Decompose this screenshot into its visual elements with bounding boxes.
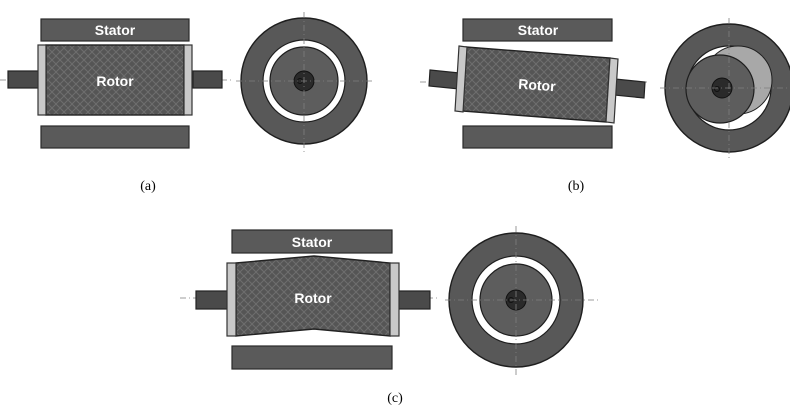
stator-bottom [232,346,392,369]
rotor-label: Rotor [517,75,557,95]
rotor-label: Rotor [294,290,332,306]
shaft-right [614,79,645,98]
stator-label: Stator [291,234,333,250]
panel-c-end-view [445,226,600,378]
rotor-endcap-right [390,263,399,336]
shaft-right [193,71,222,88]
shaft-right [398,291,430,309]
caption-c: (c) [387,391,403,406]
stator-label: Stator [517,22,559,38]
stator-label: Stator [94,22,136,38]
panel-a-end-view [236,12,374,152]
stator-bottom [463,126,612,148]
shaft-left [196,291,230,309]
panel-a-side-view [0,19,232,148]
panel-b-end-view [660,18,790,160]
caption-b: (b) [567,179,585,194]
rotor-label: Rotor [96,73,134,89]
panel-a [0,12,374,194]
rotor-endcap-right [184,45,192,115]
stator-bottom [41,126,189,148]
shaft-left [8,71,39,88]
rotor-endcap-left [38,45,46,115]
caption-a: (a) [140,179,156,194]
shaft-left [429,70,460,89]
panel-b-side-view [420,19,650,148]
panel-b [420,18,790,194]
panel-c-side-view [180,230,440,369]
rotor-endcap-left [227,263,236,336]
panel-c [180,226,600,406]
